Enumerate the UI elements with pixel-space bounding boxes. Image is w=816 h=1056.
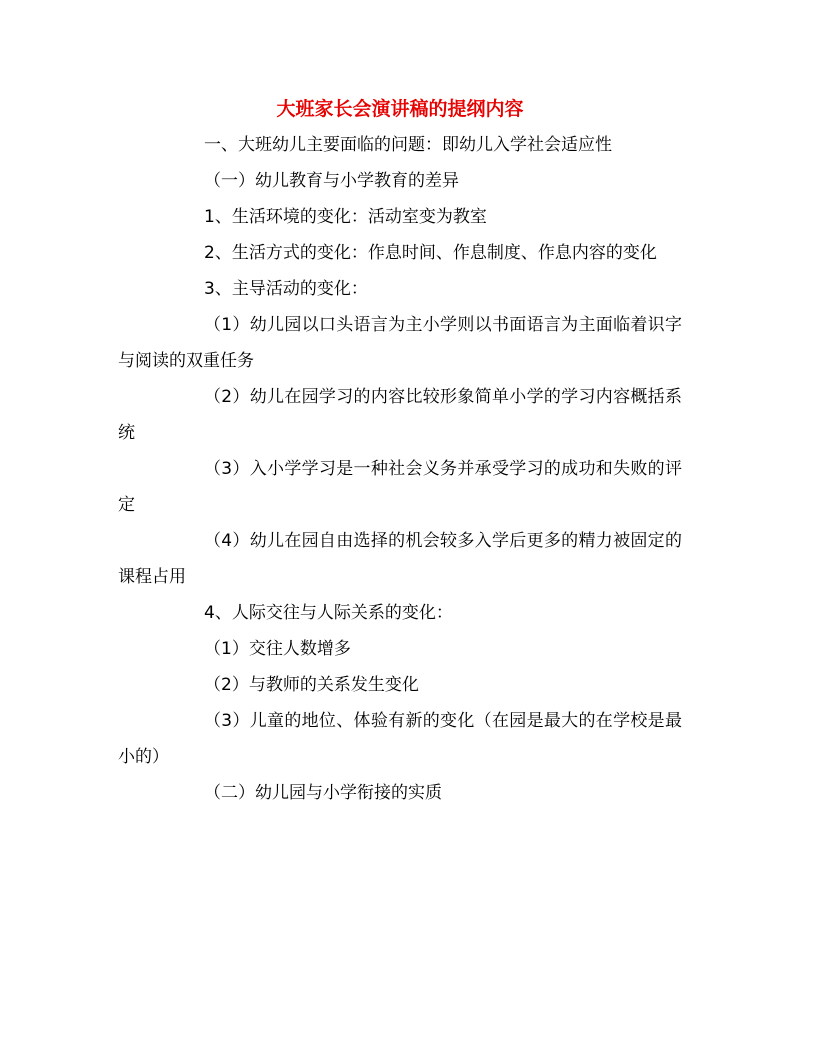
- list-item: 2、生活方式的变化：作息时间、作息制度、作息内容的变化: [204, 243, 657, 263]
- list-item: （1）交往人数增多: [204, 639, 351, 659]
- list-item: 3、主导活动的变化：: [204, 279, 368, 299]
- list-item: （1）幼儿园以口头语言为主小学则以书面语言为主面临着识字与阅读的双重任务: [118, 315, 682, 371]
- list-item: （3）入小学学习是一种社会义务并承受学习的成功和失败的评定: [118, 459, 682, 515]
- section-heading: 一、大班幼儿主要面临的问题：即幼儿入学社会适应性: [204, 135, 612, 155]
- list-item: （3）儿童的地位、体验有新的变化（在园是最大的在学校是最小的）: [118, 711, 682, 767]
- list-item: （2）与教师的关系发生变化: [204, 675, 419, 695]
- document-body: [118, 94, 682, 811]
- subsection-heading: （一）幼儿教育与小学教育的差异: [204, 171, 459, 191]
- list-item: （4）幼儿在园自由选择的机会较多入学后更多的精力被固定的课程占用: [118, 531, 682, 587]
- document-title: 大班家长会演讲稿的提纲内容: [276, 98, 524, 120]
- subsection-heading: （二）幼儿园与小学衔接的实质: [204, 783, 442, 803]
- list-item: 4、人际交往与人际关系的变化：: [204, 603, 453, 623]
- list-item: 1、生活环境的变化：活动室变为教室: [204, 207, 487, 227]
- list-item: （2）幼儿在园学习的内容比较形象简单小学的学习内容概括系统: [118, 387, 682, 443]
